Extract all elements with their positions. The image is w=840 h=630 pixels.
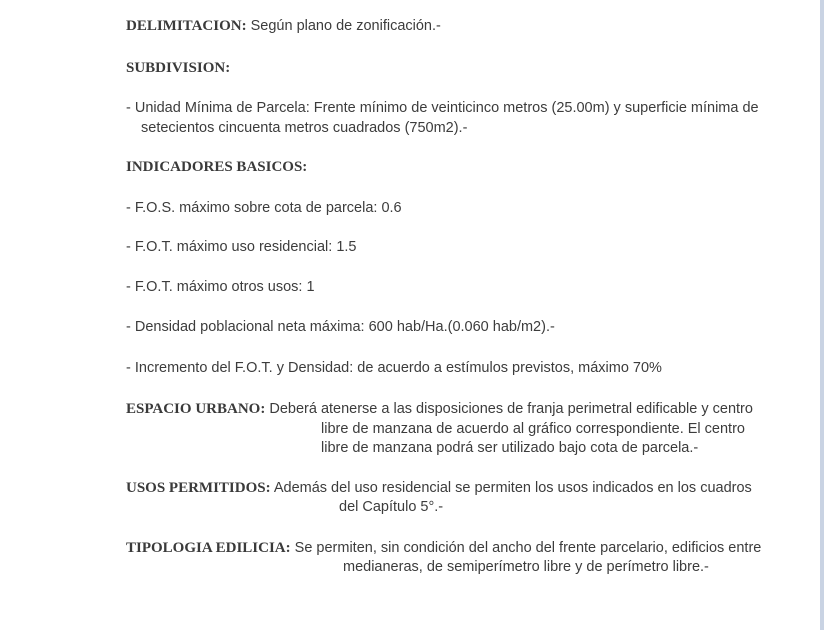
page-edge-rule: [820, 0, 824, 630]
delimitacion-paragraph: [126, 16, 441, 36]
espacio-urbano-line2: libre de manzana de acuerdo al gráfico correspondiente. El centro: [321, 421, 745, 437]
indicadores-heading: INDICADORES BASICOS:: [126, 159, 308, 175]
indicador-densidad: - Densidad poblacional neta máxima: 600 hab/Ha.(0.060 hab/m2).-: [126, 319, 555, 335]
subdivision-heading: SUBDIVISION:: [126, 60, 231, 76]
tipologia-text1: Se permiten, sin condición del ancho del frente parcelario, edificios entre: [290, 540, 762, 556]
tipologia-heading: TIPOLOGIA EDILICIA:: [126, 540, 291, 556]
delimitacion-text: Según plano de zonificación.-: [246, 18, 441, 34]
espacio-urbano-heading: ESPACIO URBANO:: [126, 401, 266, 417]
indicador-fot-otros: - F.O.T. máximo otros usos: 1: [126, 279, 315, 295]
indicador-incremento: - Incremento del F.O.T. y Densidad: de acuerdo a estímulos previstos, máximo 70%: [126, 360, 662, 376]
delimitacion-heading: DELIMITACION:: [126, 18, 247, 34]
usos-permitidos-line2: del Capítulo 5°.-: [339, 499, 444, 515]
usos-permitidos-line1: [126, 478, 752, 498]
tipologia-line1: [126, 538, 761, 558]
tipologia-line2: medianeras, de semiperímetro libre y de perímetro libre.-: [343, 559, 709, 575]
indicador-fos: - F.O.S. máximo sobre cota de parcela: 0.6: [126, 200, 402, 216]
espacio-urbano-line1: [126, 399, 753, 419]
usos-permitidos-text1: Además del uso residencial se permiten los usos indicados en los cuadros: [270, 480, 752, 496]
subdivision-item-line1: - Unidad Mínima de Parcela: Frente mínimo de veinticinco metros (25.00m) y superficie mínima de: [126, 100, 759, 116]
espacio-urbano-text1: Deberá atenerse a las disposiciones de franja perimetral edificable y centro: [265, 401, 753, 417]
espacio-urbano-line3: libre de manzana podrá ser utilizado bajo cota de parcela.-: [321, 440, 699, 456]
subdivision-item-line2: setecientos cincuenta metros cuadrados (750m2).-: [141, 120, 468, 136]
usos-permitidos-heading: USOS PERMITIDOS:: [126, 480, 271, 496]
indicador-fot-residencial: - F.O.T. máximo uso residencial: 1.5: [126, 239, 357, 255]
